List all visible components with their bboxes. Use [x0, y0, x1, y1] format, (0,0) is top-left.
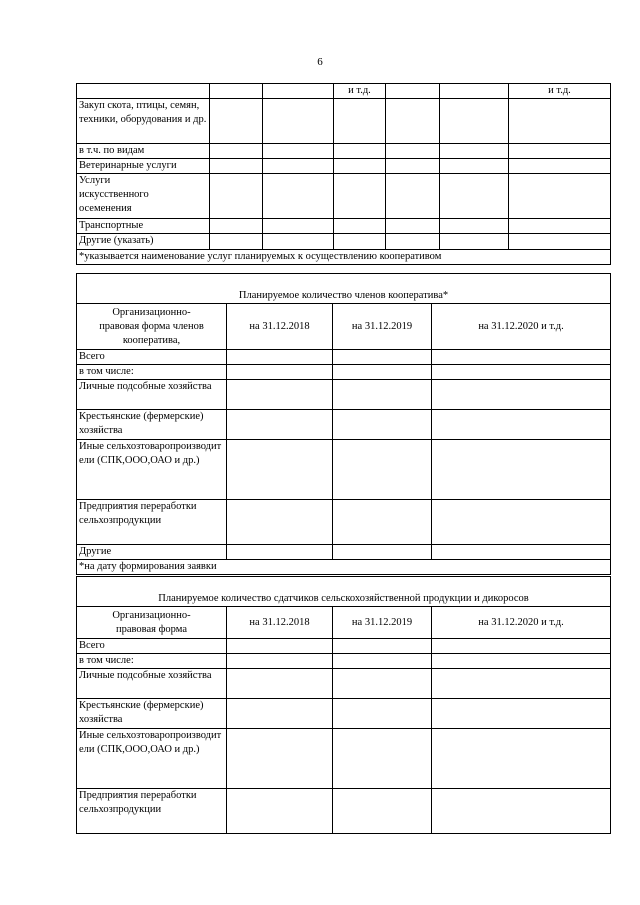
table-row	[77, 410, 611, 440]
header-cell	[77, 84, 210, 99]
row-label: Транспортные	[77, 219, 210, 234]
footnote-row	[77, 560, 611, 575]
table-row	[77, 99, 611, 144]
date-header: на 31.12.2018	[227, 607, 333, 639]
table-row	[77, 654, 611, 669]
date-header: на 31.12.2019	[333, 304, 432, 350]
date-header: на 31.12.2020 и т.д.	[432, 607, 611, 639]
table-row	[77, 729, 611, 789]
table-row	[77, 365, 611, 380]
row-label: Иные сельхозтоваропроизводители (СПК,ООО,ОАО и др.)	[77, 729, 227, 789]
row-label: Иные сельхозтоваропроизводители (СПК,ООО,ОАО и др.)	[77, 440, 227, 500]
header-cell	[440, 84, 509, 99]
page-number: 6	[317, 56, 323, 68]
row-label: в том числе:	[77, 654, 227, 669]
header-cell	[210, 84, 263, 99]
header-row	[77, 607, 611, 639]
date-header: на 31.12.2019	[333, 607, 432, 639]
services-footnote: *указывается наименование услуг планируемых к осуществлению кооперативом	[77, 250, 611, 265]
members-footnote: *на дату формирования заявки	[77, 560, 611, 575]
table-row	[77, 699, 611, 729]
services-header-row	[77, 84, 611, 99]
title-row	[77, 577, 611, 607]
row-label: Крестьянские (фермерские) хозяйства	[77, 410, 227, 440]
row-label: Всего	[77, 350, 227, 365]
suppliers-title: Планируемое количество сдатчиков сельскохозяйственной продукции и дикоросов	[77, 577, 611, 607]
col-header: Организационно-правовая форма	[77, 607, 227, 639]
table-row	[77, 174, 611, 219]
table-row	[77, 545, 611, 560]
members-table	[76, 273, 611, 575]
row-label: Предприятия переработки сельхозпродукции	[77, 500, 227, 545]
table-row	[77, 144, 611, 159]
footnote-row	[77, 250, 611, 265]
row-label: в том числе:	[77, 365, 227, 380]
header-cell: и т.д.	[509, 84, 611, 99]
row-label: Закуп скота, птицы, семян, техники, оборудования и др.	[77, 99, 210, 144]
header-cell: и т.д.	[334, 84, 386, 99]
row-label: Крестьянские (фермерские) хозяйства	[77, 699, 227, 729]
row-label: Другие	[77, 545, 227, 560]
header-row	[77, 304, 611, 350]
table-row	[77, 669, 611, 699]
table-row	[77, 380, 611, 410]
table-row	[77, 500, 611, 545]
table-row	[77, 350, 611, 365]
title-row	[77, 274, 611, 304]
header-cell	[263, 84, 334, 99]
date-header: на 31.12.2018	[227, 304, 333, 350]
table-row	[77, 219, 611, 234]
table-row	[77, 789, 611, 834]
row-label: Предприятия переработки сельхозпродукции	[77, 789, 227, 834]
table-row	[77, 440, 611, 500]
row-label: Личные подсобные хозяйства	[77, 669, 227, 699]
table-row	[77, 159, 611, 174]
row-label: Другие (указать)	[77, 234, 210, 250]
members-title: Планируемое количество членов кооператива*	[77, 274, 611, 304]
row-label: Всего	[77, 639, 227, 654]
row-label: Ветеринарные услуги	[77, 159, 210, 174]
row-label: в т.ч. по видам	[77, 144, 210, 159]
table-row	[77, 234, 611, 250]
table-row	[77, 639, 611, 654]
header-cell	[386, 84, 440, 99]
date-header: на 31.12.2020 и т.д.	[432, 304, 611, 350]
services-table	[76, 83, 611, 265]
row-label: Личные подсобные хозяйства	[77, 380, 227, 410]
suppliers-table	[76, 576, 611, 834]
col-header: Организационно-правовая форма членов кооператива,	[77, 304, 227, 350]
row-label: Услуги искусственного осеменения	[77, 174, 210, 219]
